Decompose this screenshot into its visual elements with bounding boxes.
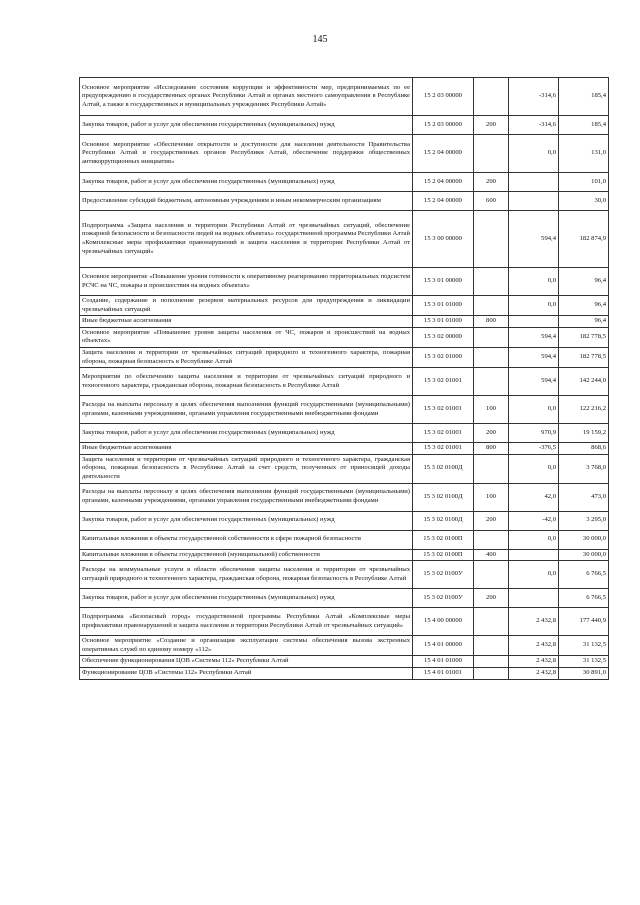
expense-type: 200 <box>474 424 509 443</box>
change-amount: 594,4 <box>509 327 559 347</box>
total-amount: 96,4 <box>559 296 609 316</box>
budget-code: 15 4 00 00000 <box>413 608 474 636</box>
table-row <box>80 483 609 511</box>
table-row <box>80 454 609 483</box>
budget-code: 15 3 02 01001 <box>413 424 474 443</box>
total-amount: 96,4 <box>559 268 609 296</box>
total-amount: 182 778,5 <box>559 327 609 347</box>
total-amount: 6 766,5 <box>559 561 609 589</box>
table-row <box>80 327 609 347</box>
change-amount: 2 432,8 <box>509 656 559 668</box>
change-amount: 2 432,8 <box>509 636 559 656</box>
expense-type <box>474 667 509 679</box>
expense-type: 100 <box>474 396 509 424</box>
budget-code: 15 3 02 0100П <box>413 549 474 561</box>
budget-code: 15 4 01 01000 <box>413 656 474 668</box>
budget-code: 15 3 02 00000 <box>413 327 474 347</box>
table-row <box>80 656 609 668</box>
row-name: Основное мероприятие «Создание и организация эксплуатации системы обеспечения вызова экстренных оперативных служб по единому номеру «112» <box>80 636 413 656</box>
budget-code: 15 3 02 01000 <box>413 347 474 367</box>
expense-type: 200 <box>474 511 509 530</box>
budget-code: 15 2 04 00000 <box>413 135 474 173</box>
expense-type <box>474 296 509 316</box>
total-amount: 185,4 <box>559 116 609 135</box>
total-amount: 30 891,0 <box>559 667 609 679</box>
expense-type: 800 <box>474 316 509 328</box>
row-name: Иные бюджетные ассигнования <box>80 316 413 328</box>
row-name: Функционирование ЦОВ «Системы 112» Республики Алтай <box>80 667 413 679</box>
total-amount: 96,4 <box>559 316 609 328</box>
budget-code: 15 3 02 01001 <box>413 368 474 396</box>
expense-type: 400 <box>474 549 509 561</box>
change-amount: -376,5 <box>509 443 559 455</box>
change-amount <box>509 316 559 328</box>
expense-type <box>474 454 509 483</box>
change-amount: 42,0 <box>509 483 559 511</box>
change-amount: 970,9 <box>509 424 559 443</box>
expense-type <box>474 135 509 173</box>
row-name: Расходы на коммунальные услуги в области обеспечения защиты населения и территории от чрезвычайных ситуаций природного и техногенного характера, гражданская оборона, пожарная безопасность в Республике Алтай <box>80 561 413 589</box>
budget-code: 15 2 03 00000 <box>413 78 474 116</box>
total-amount: 19 159,2 <box>559 424 609 443</box>
budget-code: 15 3 01 00000 <box>413 268 474 296</box>
table-row <box>80 316 609 328</box>
change-amount: -314,6 <box>509 78 559 116</box>
table-row <box>80 667 609 679</box>
budget-code: 15 2 04 00000 <box>413 192 474 211</box>
table-row <box>80 443 609 455</box>
change-amount: 2 432,8 <box>509 667 559 679</box>
total-amount: 868,6 <box>559 443 609 455</box>
table-row <box>80 511 609 530</box>
table-row <box>80 424 609 443</box>
total-amount: 101,0 <box>559 173 609 192</box>
expense-type <box>474 530 509 549</box>
budget-code: 15 3 00 00000 <box>413 211 474 268</box>
budget-code: 15 3 01 01000 <box>413 296 474 316</box>
row-name: Защита населения и территории от чрезвычайных ситуаций природного и техногенного характера, пожарная оборона, пожарная безопасность в Республике Алтай <box>80 347 413 367</box>
table-row <box>80 549 609 561</box>
total-amount: 30 000,0 <box>559 549 609 561</box>
total-amount: 6 766,5 <box>559 589 609 608</box>
change-amount: 594,4 <box>509 368 559 396</box>
total-amount: 473,0 <box>559 483 609 511</box>
table-row <box>80 135 609 173</box>
table-row <box>80 561 609 589</box>
table-row <box>80 173 609 192</box>
budget-code: 15 3 02 0100П <box>413 530 474 549</box>
row-name: Капитальные вложения в объекты государственной собственности в сфере пожарной безопасности <box>80 530 413 549</box>
row-name: Обеспечение функционирования ЦОВ «Системы 112» Республики Алтай <box>80 656 413 668</box>
change-amount <box>509 192 559 211</box>
change-amount: 594,4 <box>509 211 559 268</box>
change-amount: 0,0 <box>509 530 559 549</box>
row-name: Закупка товаров, работ и услуг для обеспечения государственных (муниципальных) нужд <box>80 424 413 443</box>
row-name: Расходы на выплаты персоналу в целях обеспечения выполнения функций государственными (муниципальными) органами, казенными учреждениями, органами управления государственными внебюджетными фондами <box>80 483 413 511</box>
total-amount: 31 132,5 <box>559 636 609 656</box>
total-amount: 30 000,0 <box>559 530 609 549</box>
expense-type: 200 <box>474 116 509 135</box>
row-name: Закупка товаров, работ и услуг для обеспечения государственных (муниципальных) нужд <box>80 116 413 135</box>
budget-code: 15 3 02 0100У <box>413 589 474 608</box>
budget-code: 15 3 02 01001 <box>413 396 474 424</box>
row-name: Основное мероприятие «Повышение уровня защиты населения от ЧС, пожаров и происшествий на водных объектах» <box>80 327 413 347</box>
row-name: Мероприятия по обеспечению защиты населения и территории от чрезвычайных ситуаций природного и техногенного характера, гражданская оборона, пожарная безопасность в Республике Алтай <box>80 368 413 396</box>
table-row <box>80 192 609 211</box>
total-amount: 185,4 <box>559 78 609 116</box>
change-amount <box>509 549 559 561</box>
total-amount: 182 874,9 <box>559 211 609 268</box>
row-name: Закупка товаров, работ и услуг для обеспечения государственных (муниципальных) нужд <box>80 589 413 608</box>
table-row <box>80 211 609 268</box>
expense-type <box>474 78 509 116</box>
table-row <box>80 296 609 316</box>
row-name: Предоставление субсидий бюджетным, автономным учреждениям и иным некоммерческим организациям <box>80 192 413 211</box>
expense-type <box>474 268 509 296</box>
change-amount: 594,4 <box>509 347 559 367</box>
change-amount: 0,0 <box>509 135 559 173</box>
budget-code: 15 2 03 00000 <box>413 116 474 135</box>
change-amount <box>509 173 559 192</box>
change-amount <box>509 589 559 608</box>
row-name: Основное мероприятие «Обеспечение открытости и доступности для населения деятельности Правительства Республики Алтай и государственных органов Республики Алтай, обеспечение поддержки общественных антикоррупционных инициатив» <box>80 135 413 173</box>
row-name: Основное мероприятие «Повышение уровня готовности к оперативному реагированию территориальных подсистем РСЧС на ЧС, пожары и происшествия на водных объектах» <box>80 268 413 296</box>
expense-type <box>474 561 509 589</box>
change-amount: -42,0 <box>509 511 559 530</box>
expense-type <box>474 656 509 668</box>
expense-type: 200 <box>474 173 509 192</box>
table-row <box>80 116 609 135</box>
change-amount: 0,0 <box>509 454 559 483</box>
budget-code: 15 3 02 0100Д <box>413 454 474 483</box>
row-name: Защита населения и территории от чрезвычайных ситуаций природного и техногенного характера, гражданская оборона, пожарная безопасность в Республике Алтай за счет средств, полученных от приносящей доходы деятельности <box>80 454 413 483</box>
row-name: Капитальные вложения в объекты государственной (муниципальной) собственности <box>80 549 413 561</box>
table-row <box>80 268 609 296</box>
table-row <box>80 347 609 367</box>
row-name: Иные бюджетные ассигнования <box>80 443 413 455</box>
total-amount: 30,0 <box>559 192 609 211</box>
row-name: Основное мероприятие «Исследование состояния коррупции и эффективности мер, предпринимаемых по ее предупреждению в государственных органах Республики Алтай и органах местного самоуправления в Республике Алтай, а также в государственных и муниципальных учреждениях Республики Алтай» <box>80 78 413 116</box>
total-amount: 142 244,0 <box>559 368 609 396</box>
table-row <box>80 368 609 396</box>
total-amount: 131,0 <box>559 135 609 173</box>
change-amount: 2 432,8 <box>509 608 559 636</box>
total-amount: 3 295,0 <box>559 511 609 530</box>
budget-code: 15 4 01 01001 <box>413 667 474 679</box>
table-row <box>80 78 609 116</box>
budget-code: 15 3 02 01001 <box>413 443 474 455</box>
row-name: Подпрограмма «Защита населения и территории Республики Алтай от чрезвычайных ситуаций, обеспечение пожарной безопасности и безопасности людей на водных объектах» государственной программы Республики Алтай «Комплексные меры профилактики правонарушений и защита населения и территории Республики Алтай от чрезвычайных ситуаций» <box>80 211 413 268</box>
row-name: Закупка товаров, работ и услуг для обеспечения государственных (муниципальных) нужд <box>80 511 413 530</box>
table-row <box>80 530 609 549</box>
change-amount: -314,6 <box>509 116 559 135</box>
row-name: Создание, содержание и пополнение резервов материальных ресурсов для предупреждения и ликвидации чрезвычайных ситуаций <box>80 296 413 316</box>
budget-code: 15 4 01 00000 <box>413 636 474 656</box>
expense-type <box>474 636 509 656</box>
total-amount: 122 216,2 <box>559 396 609 424</box>
page-number: 145 <box>312 34 328 45</box>
budget-code: 15 3 02 0100Д <box>413 511 474 530</box>
table-row <box>80 589 609 608</box>
expense-type: 100 <box>474 483 509 511</box>
change-amount: 0,0 <box>509 561 559 589</box>
expense-type <box>474 608 509 636</box>
expense-type: 800 <box>474 443 509 455</box>
table-row <box>80 396 609 424</box>
expense-type <box>474 368 509 396</box>
row-name: Закупка товаров, работ и услуг для обеспечения государственных (муниципальных) нужд <box>80 173 413 192</box>
expense-type <box>474 211 509 268</box>
budget-code: 15 3 02 0100У <box>413 561 474 589</box>
change-amount: 0,0 <box>509 268 559 296</box>
total-amount: 182 778,5 <box>559 347 609 367</box>
row-name: Подпрограмма «Безопасный город» государственной программы Республики Алтай «Комплексные меры профилактики правонарушений и защита населения и территории Республики Алтай от чрезвычайных ситуаций» <box>80 608 413 636</box>
row-name: Расходы на выплаты персоналу в целях обеспечения выполнения функций государственными (муниципальными) органами, казенными учреждениями, органами управления государственными внебюджетными фондами <box>80 396 413 424</box>
budget-code: 15 3 01 01000 <box>413 316 474 328</box>
budget-code: 15 3 02 0100Д <box>413 483 474 511</box>
budget-code: 15 2 04 00000 <box>413 173 474 192</box>
expense-type: 200 <box>474 589 509 608</box>
budget-table <box>79 77 609 680</box>
expense-type: 600 <box>474 192 509 211</box>
table-row <box>80 636 609 656</box>
expense-type <box>474 327 509 347</box>
expense-type <box>474 347 509 367</box>
table-row <box>80 608 609 636</box>
change-amount: 0,0 <box>509 396 559 424</box>
total-amount: 177 440,9 <box>559 608 609 636</box>
total-amount: 3 768,0 <box>559 454 609 483</box>
change-amount: 0,0 <box>509 296 559 316</box>
total-amount: 31 132,5 <box>559 656 609 668</box>
